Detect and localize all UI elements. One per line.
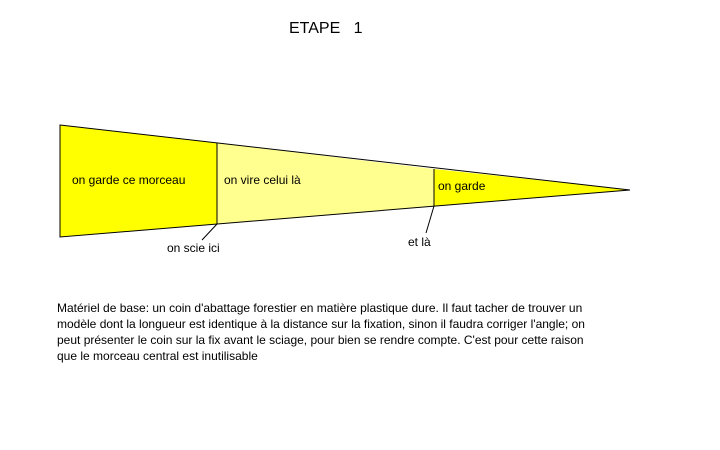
label-keep-right: on garde	[438, 179, 486, 193]
label-middle: on vire celui là	[224, 173, 301, 187]
pointer-line-1	[202, 224, 217, 240]
description	[57, 300, 647, 364]
page-title: ETAPE 1	[289, 20, 363, 37]
label-cut-there: et là	[408, 235, 431, 249]
description-line: peut présenter le coin sur la fix avant le sciage, pour bien se rendre compte. C'est pour cette raison	[57, 333, 584, 347]
description-line: que le morceau central est inutilisable	[57, 349, 258, 363]
description-line: modèle dont la longueur est identique à la distance sur la fixation, sinon il faudra corriger l'angle; on	[57, 317, 585, 331]
pointer-line-2	[426, 206, 434, 233]
description-line: Matériel de base: un coin d'abattage forestier en matière plastique dure. Il faut tacher de trouver un	[57, 301, 583, 315]
label-cut-here: on scie ici	[167, 241, 220, 255]
label-keep-left: on garde ce morceau	[72, 173, 186, 187]
